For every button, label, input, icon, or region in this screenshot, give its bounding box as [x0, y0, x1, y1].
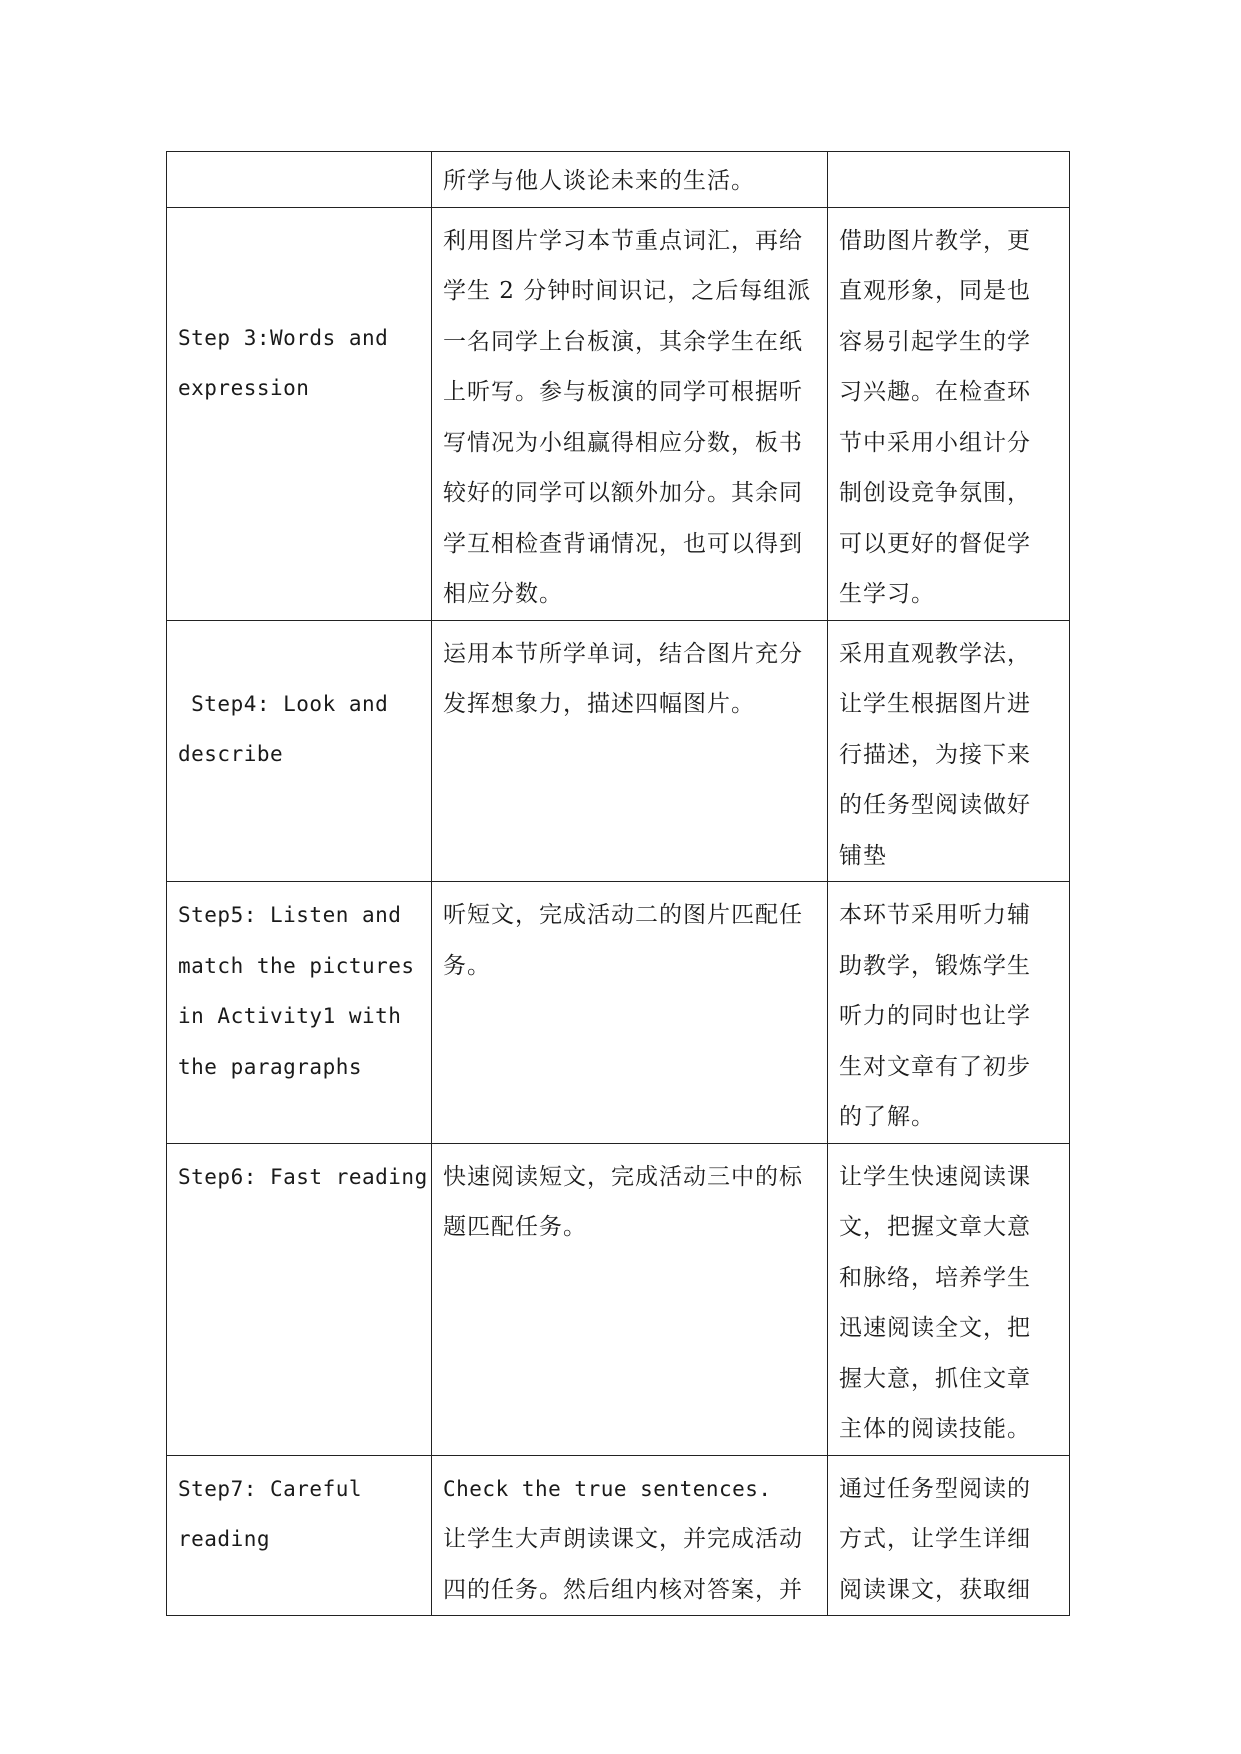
step-cell: [167, 152, 432, 208]
text-line: 铺垫: [839, 842, 887, 869]
purpose-cell: [828, 620, 1070, 882]
text-line: 生学习。: [839, 581, 935, 607]
text-line: 制创设竞争氛围，: [839, 480, 1031, 506]
text-line: describe: [178, 742, 284, 766]
text-line: 和脉络，培养学生: [839, 1264, 1031, 1291]
text-line: 借助图片教学，更: [839, 227, 1031, 254]
text-line: 让学生快速阅读课: [839, 1163, 1031, 1190]
text-line: 务。: [443, 952, 491, 979]
text-line: in Activity1 with: [178, 1004, 402, 1028]
text-line: 一名同学上台板演，其余学生在纸: [443, 328, 803, 355]
step-cell: [167, 1455, 432, 1616]
text-line: 握大意，抓住文章: [839, 1365, 1031, 1392]
text-line: match the pictures: [178, 953, 415, 978]
text-line: 的了解。: [839, 1104, 935, 1130]
text-line: Step 3:Words and: [178, 325, 389, 350]
text-line: Step4: Look and: [178, 691, 389, 716]
text-line: 文，把握文章大意: [839, 1214, 1031, 1240]
table-row: [167, 207, 1070, 620]
text-line: 题匹配任务。: [443, 1214, 587, 1240]
text-line: 运用本节所学单词，结合图片充分: [443, 640, 803, 667]
text-line: 容易引起学生的学: [839, 328, 1031, 355]
text-line: 阅读课文，获取细: [839, 1576, 1031, 1603]
activity-cell: [432, 882, 828, 1144]
purpose-cell: [828, 207, 1070, 620]
activity-cell: [432, 152, 828, 208]
text-line: 迅速阅读全文，把: [839, 1315, 1031, 1341]
text-line: 四的任务。然后组内核对答案，并: [443, 1576, 803, 1603]
table-row: [167, 620, 1070, 882]
text-line: 可以更好的督促学: [839, 530, 1031, 557]
text-line: Check the true sentences.: [443, 1476, 772, 1501]
table-row: [167, 152, 1070, 208]
text-line: 听短文，完成活动二的图片匹配任: [443, 902, 803, 928]
text-line: reading: [178, 1527, 271, 1551]
text-line: the paragraphs: [178, 1054, 363, 1079]
text-line: 直观形象，同是也: [839, 278, 1031, 304]
text-line: 生对文章有了初步: [839, 1053, 1031, 1080]
text-line: 方式，让学生详细: [839, 1526, 1031, 1552]
text-line: Step7: Careful: [178, 1476, 363, 1501]
text-line: 的任务型阅读做好: [839, 792, 1031, 818]
table-row: [167, 1143, 1070, 1455]
text-line: 助教学，锻炼学生: [839, 952, 1031, 979]
text-line: 利用图片学习本节重点词汇，再给: [443, 227, 803, 254]
text-line: 学互相检查背诵情况，也可以得到: [443, 530, 803, 557]
table-row: [167, 1455, 1070, 1616]
text-line: 较好的同学可以额外加分。其余同: [443, 480, 803, 506]
purpose-cell: [828, 882, 1070, 1144]
activity-cell: [432, 207, 828, 620]
text-line: 听力的同时也让学: [839, 1003, 1031, 1029]
activity-cell: [432, 1143, 828, 1455]
text-line: 让学生大声朗读课文，并完成活动: [443, 1526, 803, 1552]
text-line: 主体的阅读技能。: [839, 1416, 1031, 1442]
text-line: 通过任务型阅读的: [839, 1475, 1031, 1502]
text-line: 所学与他人谈论未来的生活。: [443, 168, 755, 194]
purpose-cell: [828, 1143, 1070, 1455]
lesson-plan-table: [166, 151, 1070, 1616]
text-line: 写情况为小组赢得相应分数，板书: [443, 429, 803, 456]
text-line: expression: [178, 376, 310, 400]
step-cell: [167, 207, 432, 620]
step-cell: [167, 882, 432, 1144]
text-line: 让学生根据图片进: [839, 691, 1031, 717]
text-line: 习兴趣。在检查环: [839, 379, 1031, 405]
activity-cell: [432, 1455, 828, 1616]
table-row: [167, 882, 1070, 1144]
activity-cell: [432, 620, 828, 882]
text-line: 采用直观教学法，: [839, 640, 1031, 667]
text-line: 上听写。参与板演的同学可根据听: [443, 379, 803, 405]
text-line: 学生 2 分钟时间识记，之后每组派: [443, 278, 812, 304]
text-line: 行描述，为接下来: [839, 741, 1031, 768]
purpose-cell: [828, 152, 1070, 208]
text-line: 本环节采用听力辅: [839, 902, 1031, 928]
text-line: Step5: Listen and: [178, 903, 402, 927]
text-line: 节中采用小组计分: [839, 429, 1031, 456]
text-line: Step6: Fast reading: [178, 1164, 428, 1189]
step-cell: [167, 1143, 432, 1455]
text-line: 快速阅读短文，完成活动三中的标: [443, 1163, 803, 1190]
text-line: 相应分数。: [443, 581, 563, 607]
text-line: 发挥想象力，描述四幅图片。: [443, 691, 755, 717]
step-cell: [167, 620, 432, 882]
purpose-cell: [828, 1455, 1070, 1616]
